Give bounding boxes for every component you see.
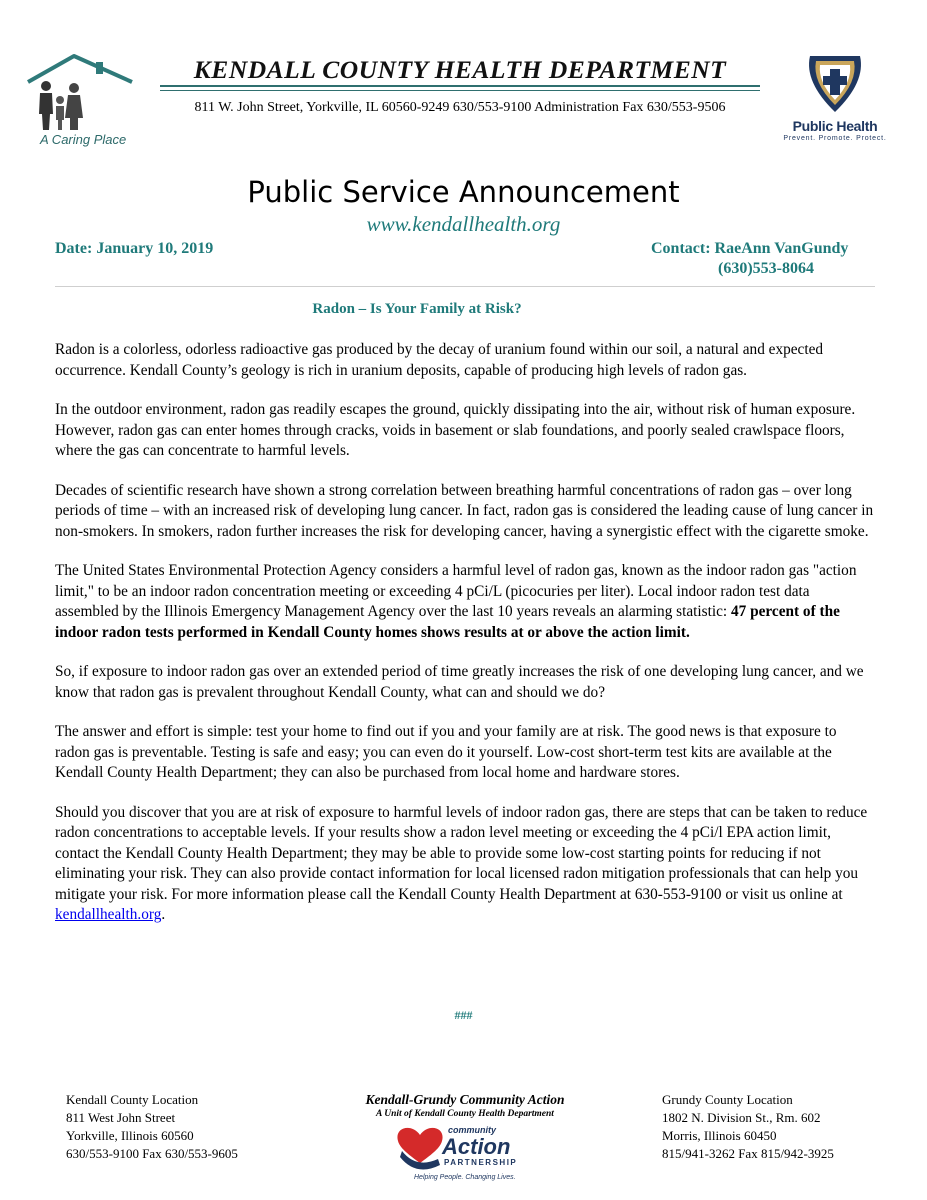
community-action-logo — [390, 1121, 540, 1183]
grundy-location-city: Morris, Illinois 60450 — [662, 1128, 777, 1143]
website-url[interactable]: www.kendallhealth.org — [366, 212, 561, 236]
paragraph-3: Decades of scientific research have shown a strong correlation between breathing harmful concentrations of radon gas – over long periods of time – with an increased risk of developing lung cancer. In fact, radon gas is considered the leading cause of lung cancer in non-smokers. In smokers, radon further increases the risk for developing cancer, having a synergistic effect with the cigarette smoke. — [55, 481, 874, 540]
header-rule-thin — [160, 90, 760, 91]
kchd-logo — [22, 52, 140, 152]
kendall-location-city: Yorkville, Illinois 60560 — [66, 1128, 194, 1143]
article-body — [55, 340, 875, 945]
shield-cross-icon — [780, 52, 890, 116]
paragraph-4-statistic: 47 percent of the indoor radon tests performed in Kendall County homes shows results at or above the action limit. — [55, 603, 840, 641]
grundy-location — [662, 1091, 834, 1163]
community-action-block — [300, 1092, 630, 1183]
department-address: 811 W. John Street, Yorkville, IL 60560-9249 630/553-9100 Administration Fax 630/553-9506 — [194, 100, 726, 115]
paragraph-4-text: The United States Environmental Protection Agency considers a harmful level of radon gas, known as the indoor radon gas "action limit," to be an indoor radon concentration meeting or exceeding 4 pCi/L (picocuries per liter). Local indoor radon test data assembled by the Illinois Emergency Management Agency over the last 10 years reveals an alarming statistic: — [55, 562, 857, 620]
paragraph-5: So, if exposure to indoor radon gas over an extended period of time greatly increases the risk of one developing lung cancer, and we know that radon gas is prevalent throughout Kendall County, what can and should we do? — [55, 663, 864, 701]
paragraph-7-end: . — [161, 906, 166, 923]
heart-hand-icon — [390, 1121, 540, 1183]
contact-phone: (630)553-8064 — [718, 260, 814, 277]
kendall-location-street: 811 West John Street — [66, 1110, 176, 1125]
public-health-slogan: Prevent. Promote. Protect. — [783, 135, 887, 142]
kendall-location — [66, 1091, 238, 1163]
section-divider — [55, 286, 875, 287]
paragraph-1: Radon is a colorless, odorless radioactive gas produced by the decay of uranium found within our soil, a natural and expected occurrence. Kendall County’s geology is rich in uranium deposits, capable of producing high levels of radon gas. — [55, 341, 824, 379]
contact-name: Contact: RaeAnn VanGundy — [651, 240, 849, 257]
paragraph-2: In the outdoor environment, radon gas readily escapes the ground, quickly dissipating into the air, without risk of human exposure. However, radon gas can enter homes through cracks, voids in basement or slab foundations, and poorly sealed crawlspace floors, where the gas can concentrate to harmful levels. — [55, 401, 856, 459]
paragraph-7-text: Should you discover that you are at risk of exposure to harmful levels of indoor radon gas, there are steps that can be taken to reduce radon concentrations to acceptable levels. If your results show a radon level meeting or exceeding the 4 pCi/l EPA action limit, contact the Kendall County Health Department; they may be able to provide some low-cost starting points for reducing if not eliminating your risk. They can also provide contact information for local licensed radon mitigation professionals that can help you mitigate your risk. For more information please call the Kendall County Health Department at 630-553-9100 or visit us online at — [55, 803, 868, 903]
end-mark: ### — [454, 1008, 473, 1022]
announcement-title: Public Service Announcement — [247, 175, 680, 209]
kendall-location-phone: 630/553-9100 Fax 630/553-9605 — [66, 1146, 238, 1161]
paragraph-6: The answer and effort is simple: test your home to find out if you and your family are at risk. The good news is that exposure to radon gas is preventable. Testing is safe and easy; you can even do it yourself. Low-cost short-term test kits are available at the Kendall County Health Department; they can also be purchased from local home and hardware stores. — [55, 723, 837, 781]
kendall-location-title: Kendall County Location — [66, 1092, 199, 1107]
header-rule — [160, 85, 760, 87]
paragraph-7 — [55, 803, 875, 926]
cap-word-community: community — [448, 1125, 497, 1135]
grundy-location-phone: 815/941-3262 Fax 815/942-3925 — [662, 1146, 834, 1161]
cap-word-partnership: PARTNERSHIP — [444, 1158, 518, 1167]
paragraph-4 — [55, 561, 875, 643]
article-headline: Radon – Is Your Family at Risk? — [312, 301, 522, 317]
kendallhealth-link[interactable]: kendallhealth.org — [55, 906, 162, 923]
grundy-location-title: Grundy County Location — [662, 1092, 793, 1107]
cap-word-action: Action — [442, 1134, 511, 1159]
community-action-title: Kendall-Grundy Community Action — [365, 1092, 565, 1107]
family-house-icon — [22, 52, 140, 132]
department-name: KENDALL COUNTY HEALTH DEPARTMENT — [193, 55, 727, 84]
cap-slogan: Helping People. Changing Lives. — [414, 1174, 516, 1181]
logo-tagline: A Caring Place — [40, 132, 127, 147]
community-action-subtitle: A Unit of Kendall County Health Department — [376, 1109, 554, 1119]
public-health-name: Public Health — [792, 118, 878, 134]
grundy-location-street: 1802 N. Division St., Rm. 602 — [662, 1110, 821, 1125]
release-date: Date: January 10, 2019 — [55, 240, 214, 257]
public-health-logo — [780, 52, 890, 147]
